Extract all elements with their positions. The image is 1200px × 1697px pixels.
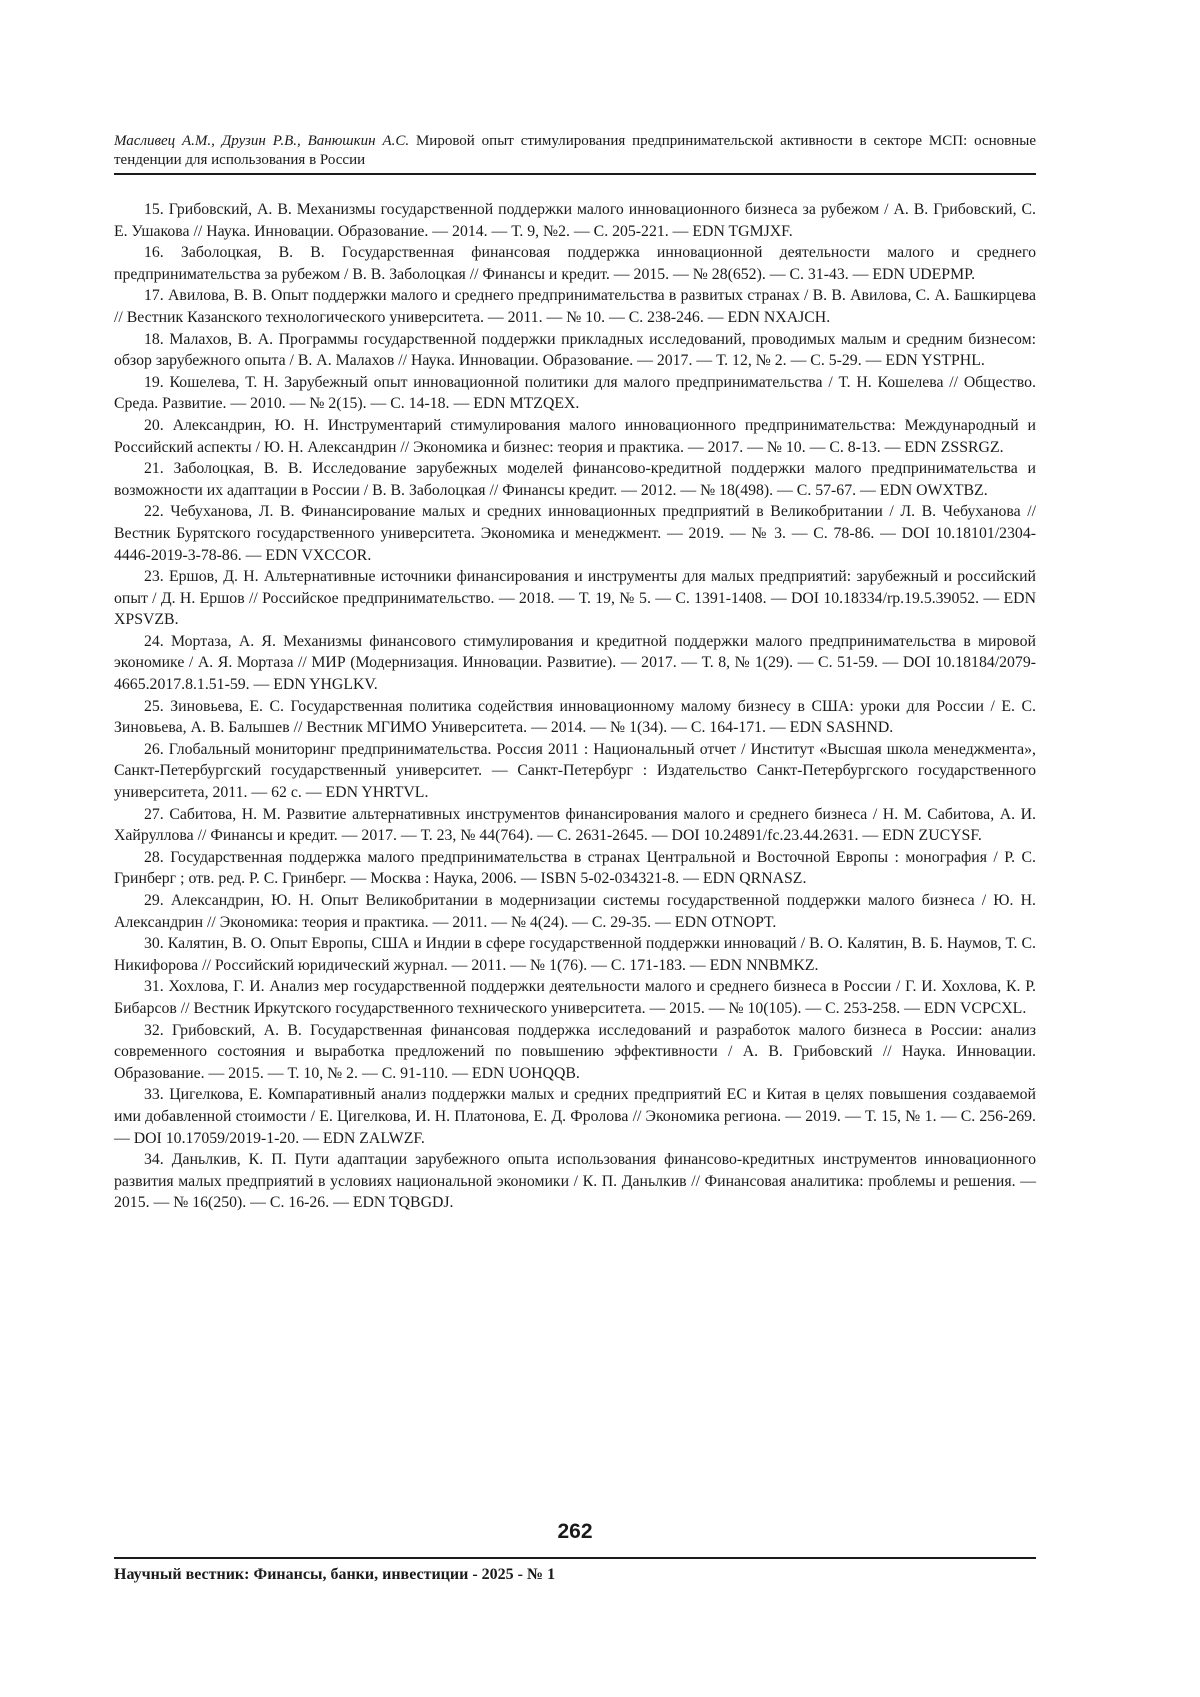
reference-number: 28. [144,848,164,866]
reference-text: Зиновьева, Е. С. Государственная политика содействия инновационному малому бизнесу в США: уроки для России / Е. С. Зиновьева, А. В. Балышев // Вестник МГИМО Университета. — 2014. — № 1(34). — С. 164-171. — EDN SASHND. [114,697,1036,737]
reference-item [114,1084,1036,1149]
reference-number: 25. [144,697,164,715]
reference-text: Сабитова, Н. М. Развитие альтернативных инструментов финансирования малого и среднего бизнеса / Н. М. Сабитова, А. И. Хайруллова // Финансы и кредит. — 2017. — Т. 23, № 44(764). — С. 2631-2645. — DOI 10.24891/fc.23.44.2631. — EDN ZUCYSF. [114,805,1036,845]
journal-footer: Научный вестник: Финансы, банки, инвестиции - 2025 - № 1 [114,1566,556,1583]
reference-item [114,631,1036,696]
header-article-title: Мировой опыт стимулирования предпринимательской активности в секторе МСП: основные тенденции для использования в России [114,133,1036,168]
reference-number: 23. [144,568,164,586]
reference-item [114,739,1036,804]
reference-number: 16. [144,244,164,262]
reference-number: 26. [144,740,164,758]
reference-number: 19. [144,373,164,391]
running-header [114,132,1036,175]
reference-number: 33. [144,1086,164,1104]
reference-number: 15. [144,201,164,218]
reference-text: Даньлкив, К. П. Пути адаптации зарубежного опыта использования финансово-кредитных инструментов инновационного развития малых предприятий в условиях национальной экономики / К. П. Даньлкив // Финансовая аналитика: проблемы и решения. — 2015. — № 16(250). — С. 16-26. — EDN TQBGDJ. [114,1151,1036,1212]
reference-text: Александрин, Ю. Н. Инструментарий стимулирования малого инновационного предпринимательства: Международный и Российский аспекты / Ю. Н. Александрин // Экономика и бизнес: теория и практика. — 2017. — № 10. — С. 8-13. — EDN ZSSRGZ. [114,416,1036,456]
reference-number: 31. [144,978,164,996]
reference-number: 34. [144,1151,164,1169]
reference-item [114,501,1036,566]
reference-number: 32. [144,1021,164,1039]
reference-item [114,199,1036,242]
reference-item [114,458,1036,501]
reference-text: Чебуханова, Л. В. Финансирование малых и средних инновационных предприятий в Великобритании / Л. В. Чебуханова // Вестник Бурятского государственного университета. Экономика и менеджмент. — 2019. — № 3. — С. 78-86. — DOI 10.18101/2304-4446-2019-3-78-86. — EDN VXCCOR. [114,503,1036,564]
reference-text: Глобальный мониторинг предпринимательства. Россия 2011 : Национальный отчет / Институт «Высшая школа менеджмента», Санкт-Петербургский государственный университет. — Санкт-Петербург : Издательство Санкт-Петербургского государственного университета, 2011. — 62 с. — EDN YHRTVL. [114,740,1036,802]
reference-text: Малахов, В. А. Программы государственной поддержки прикладных исследований, проводимых малым и средним бизнесом: обзор зарубежного опыта / В. А. Малахов // Наука. Инновации. Образование. — 2017. — Т. 12, № 2. — С. 5-29. — EDN YSTPHL. [114,330,1036,370]
reference-item [114,1149,1036,1214]
header-authors: Масливец А.М., Друзин Р.В., Ванюшкин А.С. [114,133,410,149]
reference-text: Хохлова, Г. И. Анализ мер государственной поддержки деятельности малого и среднего бизнеса в России / Г. И. Хохлова, К. Р. Бибарсов // Вестник Иркутского государственного технического университета. — 2015. — № 10(105). — С. 253-258. — EDN VCPCXL. [114,978,1036,1017]
reference-text: Мортаза, А. Я. Механизмы финансового стимулирования и кредитной поддержки малого предпринимательства в мировой экономике / А. Я. Мортаза // МИР (Модернизация. Инновации. Развитие). — 2017. — Т. 8, № 1(29). — С. 51-59. — DOI 10.18184/2079-4665.2017.8.1.51-59. — EDN YHGLKV. [114,632,1036,694]
reference-item [114,847,1036,890]
reference-item [114,242,1036,285]
reference-text: Ершов, Д. Н. Альтернативные источники финансирования и инструменты для малых предприятий: зарубежный и российский опыт / Д. Н. Ершов // Российское предпринимательство. — 2018. — Т. 19, № 5. — С. 1391-1408. — DOI 10.18334/rp.19.5.39052. — EDN XPSVZB. [114,568,1036,629]
reference-text: Авилова, В. В. Опыт поддержки малого и среднего предпринимательства в развитых странах / В. В. Авилова, С. А. Башкирцева // Вестник Казанского технологического университета. — 2011. — № 10. — С. 238-246. — EDN NXAJCH. [114,287,1036,326]
reference-number: 27. [144,805,164,823]
footer-divider [114,1557,1036,1559]
reference-text: Заболоцкая, В. В. Исследование зарубежных моделей финансово-кредитной поддержки малого предпринимательства и возможности их адаптации в России / В. В. Заболоцкая // Финансы кредит. — 2012. — № 18(498). — С. 57-67. — EDN OWXTBZ. [114,460,1036,499]
reference-number: 20. [144,416,164,434]
reference-text: Грибовский, А. В. Государственная финансовая поддержка исследований и разработок малого бизнеса в России: анализ современного состояния и выработка предложений по повышению эффективности / А. В. Грибовский // Наука. Инновации. Образование. — 2015. — Т. 10, № 2. — С. 91-110. — EDN UOHQQB. [114,1021,1036,1082]
reference-number: 21. [144,460,164,478]
reference-item [114,696,1036,739]
reference-number: 22. [144,503,164,521]
reference-text: Цигелкова, Е. Компаративный анализ поддержки малых и средних предприятий ЕС и Китая в целях повышения создаваемой ими добавленной стоимости / Е. Цигелкова, И. Н. Платонова, Е. Д. Фролова // Экономика региона. — 2019. — Т. 15, № 1. — С. 256-269. — DOI 10.17059/2019-1-20. — EDN ZALWZF. [114,1086,1036,1147]
reference-number: 18. [144,330,164,348]
reference-item [114,415,1036,458]
reference-item [114,890,1036,933]
reference-text: Кошелева, Т. Н. Зарубежный опыт инновационной политики для малого предпринимательства / Т. Н. Кошелева // Общество. Среда. Развитие. — 2010. — № 2(15). — С. 14-18. — EDN MTZQEX. [114,373,1036,413]
reference-item [114,566,1036,631]
reference-item [114,329,1036,372]
reference-number: 17. [144,287,164,305]
reference-item [114,933,1036,976]
reference-item [114,1020,1036,1085]
reference-number: 29. [144,892,164,909]
reference-text: Калятин, В. О. Опыт Европы, США и Индии в сфере государственной поддержки инноваций / В. О. Калятин, В. Б. Наумов, Т. С. Никифорова // Российский юридический журнал. — 2011. — № 1(76). — С. 171-183. — EDN NNBMKZ. [114,935,1036,974]
reference-item [114,285,1036,328]
reference-item [114,372,1036,415]
reference-text: Заболоцкая, В. В. Государственная финансовая поддержка инновационной деятельности малого и среднего предпринимательства за рубежом / В. В. Заболоцкая // Финансы и кредит. — 2015. — № 28(652). — С. 31-43. — EDN UDEPMP. [114,244,1036,283]
page-number: 262 [557,1520,593,1543]
document-page [114,132,1036,1583]
reference-item [114,804,1036,847]
reference-list [114,199,1036,1214]
reference-text: Александрин, Ю. Н. Опыт Великобритании в модернизации системы государственной поддержки малого бизнеса / Ю. Н. Александрин // Экономика: теория и практика. — 2011. — № 4(24). — С. 29-35. — EDN OTNOPT. [114,892,1036,931]
reference-text: Государственная поддержка малого предпринимательства в странах Центральной и Восточной Европы : монография / Р. С. Гринберг ; отв. ред. Р. С. Гринберг. — Москва : Наука, 2006. — ISBN 5-02-034321-8. — EDN QRNASZ. [114,848,1036,888]
reference-number: 24. [144,632,164,650]
reference-item [114,976,1036,1019]
reference-number: 30. [144,935,164,953]
reference-text: Грибовский, А. В. Механизмы государственной поддержки малого инновационного бизнеса за рубежом / А. В. Грибовский, С. Е. Ушакова // Наука. Инновации. Образование. — 2014. — Т. 9, №2. — С. 205-221. — EDN TGMJXF. [114,201,1036,240]
